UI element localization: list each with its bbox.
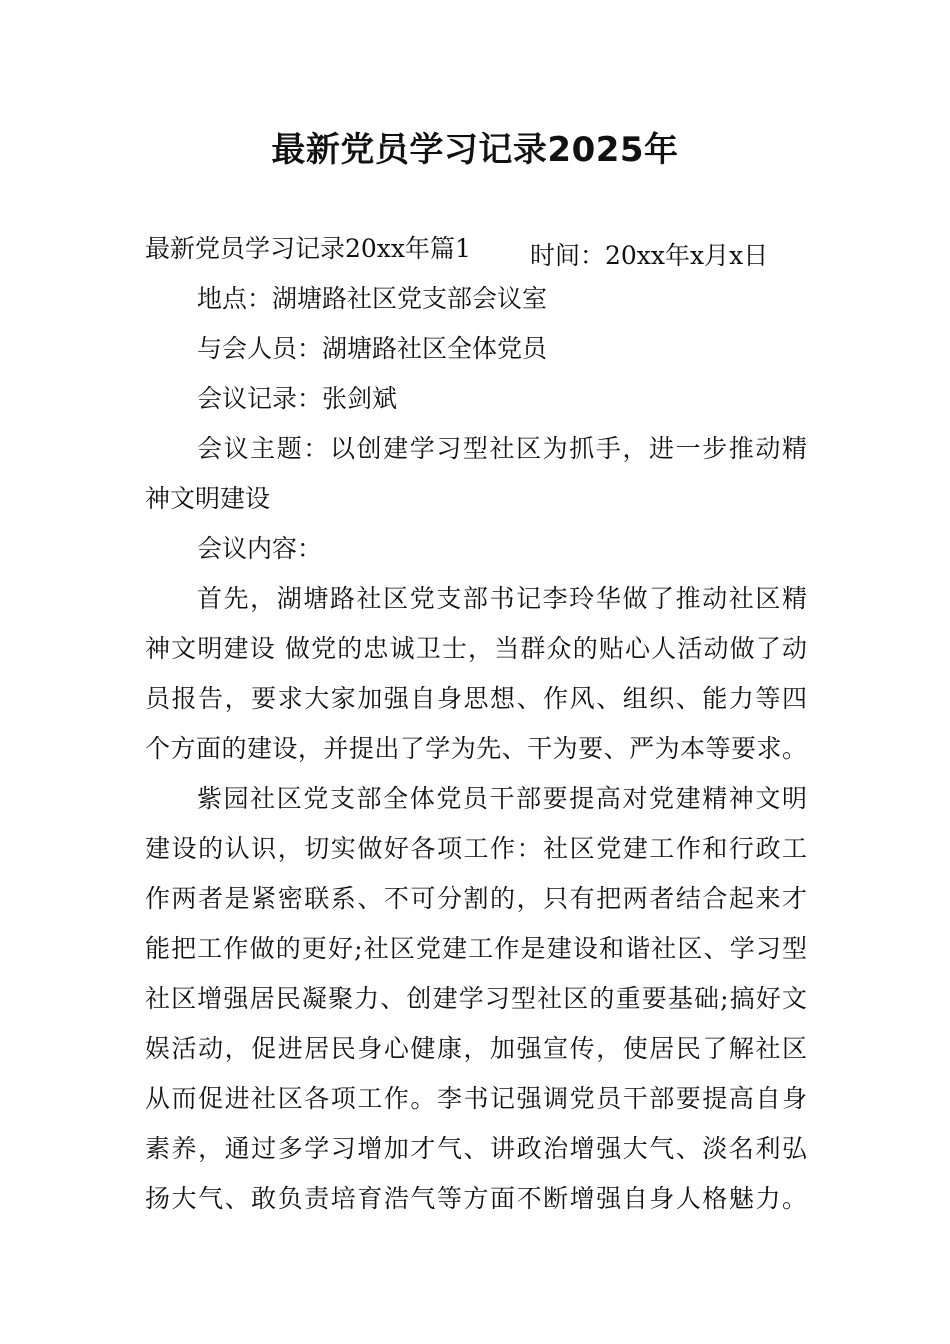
paragraph-2-line-1: 紫园社区党支部全体党员干部要提高对党建精神文明 bbox=[197, 784, 807, 813]
paragraph-1-line-1: 首先，湖塘路社区党支部书记李玲华做了推动社区精 bbox=[197, 584, 807, 613]
paragraph-2-line-7: 从而促进社区各项工作。李书记强调党员干部要提高自身 bbox=[145, 1084, 807, 1113]
paragraph-1-line-2: 神文明建设 做党的忠诚卫士，当群众的贴心人活动做了动 bbox=[145, 634, 807, 663]
header-text: 最新党员学习记录20xx年篇1 bbox=[145, 234, 471, 263]
meeting-attendees: 与会人员：湖塘路社区全体党员 bbox=[197, 334, 548, 363]
meeting-topic-line-1: 会议主题：以创建学习型社区为抓手，进一步推动精 bbox=[197, 434, 807, 463]
document-title: 最新党员学习记录2025年 bbox=[271, 130, 679, 170]
meeting-location: 地点：湖塘路社区党支部会议室 bbox=[197, 284, 548, 313]
paragraph-2-line-8: 素养，通过多学习增加才气、讲政治增强大气、淡名利弘 bbox=[145, 1134, 807, 1163]
paragraph-1-line-4: 个方面的建设，并提出了学为先、干为要、严为本等要求。 bbox=[145, 734, 807, 763]
paragraph-2-line-9: 扬大气、敢负责培育浩气等方面不断增强自身人格魅力。 bbox=[145, 1184, 807, 1213]
paragraph-2-line-3: 作两者是紧密联系、不可分割的，只有把两者结合起来才 bbox=[145, 884, 807, 913]
paragraph-2-line-2: 建设的认识，切实做好各项工作：社区党建工作和行政工 bbox=[145, 834, 807, 863]
meeting-content-label: 会议内容： bbox=[197, 534, 323, 563]
meeting-time: 时间：20xx年x月x日 bbox=[530, 241, 769, 270]
paragraph-2-line-5: 社区增强居民凝聚力、创建学习型社区的重要基础;搞好文 bbox=[145, 984, 807, 1013]
meeting-topic-line-2: 神文明建设 bbox=[145, 484, 271, 513]
meeting-recorder: 会议记录：张剑斌 bbox=[197, 384, 398, 413]
paragraph-2-line-4: 能把工作做的更好;社区党建工作是建设和谐社区、学习型 bbox=[145, 934, 807, 963]
paragraph-2-line-6: 娱活动，促进居民身心健康，加强宣传，使居民了解社区 bbox=[145, 1034, 807, 1063]
paragraph-1-line-3: 员报告，要求大家加强自身思想、作风、组织、能力等四 bbox=[145, 684, 807, 713]
